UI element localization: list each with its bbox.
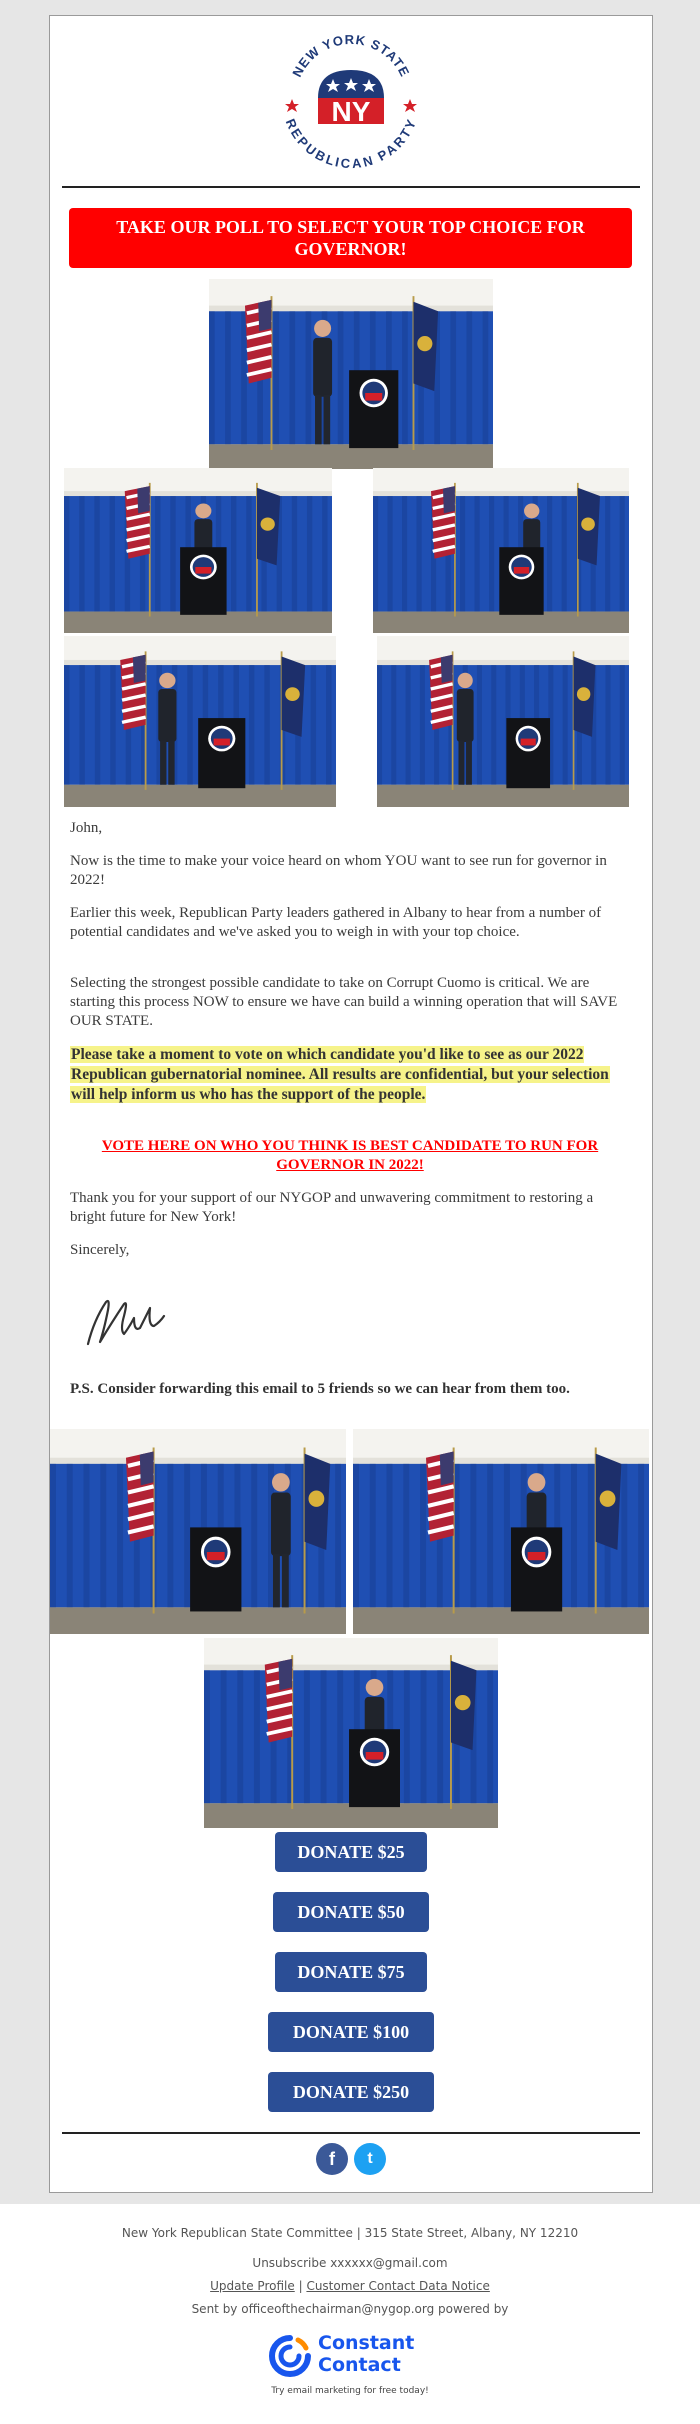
constant-contact-logo[interactable] [268,2332,438,2382]
footer-address: New York Republican State Committee | 315 State Street, Albany, NY 12210 [121,2226,579,2240]
facebook-icon[interactable]: f [316,2143,348,2175]
constant-contact-icon [268,2334,312,2378]
cc-name-1: Constant [318,2332,415,2354]
signature [80,1286,170,1356]
event-photo[interactable] [209,279,493,469]
event-photo[interactable] [373,468,629,633]
logo-bottom-text: REPUBLICAN PARTY [283,116,419,171]
customer-contact-notice-link[interactable]: Customer Contact Data Notice [306,2279,490,2293]
email-card [49,15,653,2193]
donate-25-button[interactable]: DONATE $25 [275,1832,427,1872]
donate-250-button[interactable]: DONATE $250 [268,2072,434,2112]
signoff: Sincerely, [70,1242,130,1258]
greeting: John, [70,820,103,836]
cc-name-2: Contact [318,2354,401,2376]
donate-50-button[interactable]: DONATE $50 [273,1892,429,1932]
nygop-logo[interactable] [276,24,426,174]
poll-banner[interactable]: TAKE OUR POLL TO SELECT YOUR TOP CHOICE FOR GOVERNOR! [69,208,632,268]
event-photo[interactable] [353,1429,649,1634]
thanks-paragraph: Thank you for your support of our NYGOP and unwavering commitment to restoring a bright future for New York! [70,1190,594,1225]
bottom-divider [62,2132,640,2134]
donate-100-button[interactable]: DONATE $100 [268,2012,434,2052]
highlight-paragraph [70,1045,630,1105]
paragraph-3: Selecting the strongest possible candidate to take on Corrupt Cuomo is critical. We are starting this process NOW to ensure we have can build a winning operation that will SAVE OUR STATE. [70,975,618,1029]
update-profile-link[interactable]: Update Profile [210,2279,295,2293]
paragraph-1: Now is the time to make your voice heard on whom YOU want to see run for governor in 2022! [70,853,607,888]
ps-text: P.S. Consider forwarding this email to 5 friends so we can hear from them too. [70,1381,570,1397]
event-photo[interactable] [50,1429,346,1634]
paragraph-2: Earlier this week, Republican Party leaders gathered in Albany to hear from a number of potential candidates and we've asked you to weigh in with your top choice. [70,905,602,940]
cc-tagline[interactable]: Try email marketing for free today! [271,2386,429,2396]
logo-monogram: NY [331,96,371,127]
event-photo[interactable] [64,468,332,633]
event-photo[interactable] [64,636,336,807]
donate-75-button[interactable]: DONATE $75 [275,1952,427,1992]
footer-links [0,2279,700,2293]
highlight-text: Please take a moment to vote on which candidate you'd like to see as our 2022 Republican gubernatorial nominee. All results are confidential, but your selection will help inform us who has the support of the people. [71,1046,609,1103]
twitter-icon[interactable]: t [354,2143,386,2175]
event-photo[interactable] [204,1638,498,1828]
top-divider [62,186,640,188]
footer-separator: | [298,2279,303,2293]
logo-top-text: NEW YORK STATE [289,31,413,80]
vote-link[interactable]: VOTE HERE ON WHO YOU THINK IS BEST CANDIDATE TO RUN FOR GOVERNOR IN 2022! [101,1138,599,1173]
sent-by: Sent by officeofthechairman@nygop.org powered by [191,2302,509,2316]
unsubscribe-link[interactable]: Unsubscribe xxxxxx@gmail.com [252,2256,448,2270]
event-photo[interactable] [377,636,629,807]
